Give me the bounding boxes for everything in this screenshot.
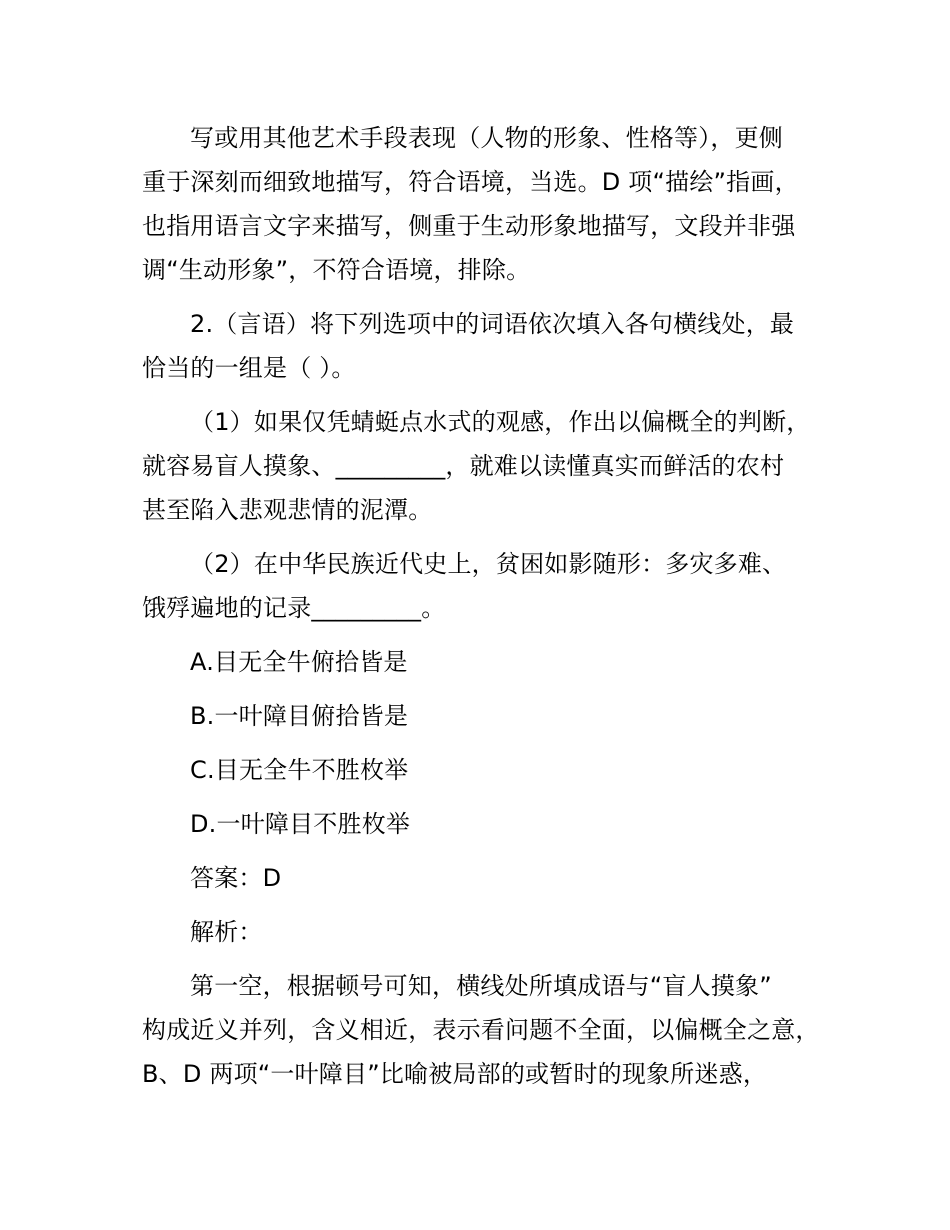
text-line: 恰当的一组是（ ）。	[142, 354, 356, 382]
text-line: 调“生动形象”，不符合语境，排除。	[142, 256, 531, 284]
text-line: 饿殍遍地的记录_________。	[142, 594, 446, 622]
text-line: 重于深刻而细致地描写，符合语境，当选。D 项“描绘”指画，	[142, 168, 799, 196]
sentence-1	[142, 400, 842, 532]
document-page	[142, 116, 842, 1096]
option-c: C.目无全牛不胜枚举	[190, 756, 409, 784]
text-line: 就容易盲人摸象、_________，就难以读懂真实而鲜活的农村	[142, 452, 785, 480]
text-line: B、D 两项“一叶障目”比喻被局部的或暂时的现象所迷惑，	[142, 1060, 768, 1088]
text-line: 也指用语言文字来描写，侧重于生动形象地描写，文段并非强	[142, 212, 796, 240]
option-d: D.一叶障目不胜枚举	[190, 810, 411, 838]
text-line: 第一空，根据顿号可知，横线处所填成语与“盲人摸象”	[190, 972, 772, 1000]
analysis-paragraph	[142, 964, 842, 1096]
sentence-2	[142, 542, 842, 630]
answer-line: 答案：D	[190, 864, 282, 892]
text-line: （2）在中华民族近代史上，贫困如影随形：多灾多难、	[190, 550, 787, 578]
paragraph-explanation-continued	[142, 116, 842, 292]
option-a: A.目无全牛俯拾皆是	[190, 648, 408, 676]
text-line: 构成近义并列，含义相近，表示看问题不全面，以偏概全之意，	[142, 1016, 820, 1044]
text-line: 甚至陷入悲观悲情的泥潭。	[142, 496, 433, 524]
question-stem	[142, 302, 842, 390]
text-line: （1）如果仅凭蜻蜓点水式的观感，作出以偏概全的判断，	[190, 408, 811, 436]
option-list	[142, 640, 842, 846]
text-line: 2.（言语）将下列选项中的词语依次填入各句横线处，最	[190, 310, 795, 338]
analysis-label: 解析：	[190, 918, 263, 946]
text-line: 写或用其他艺术手段表现（人物的形象、性格等），更侧	[190, 124, 783, 152]
option-b: B.一叶障目俯拾皆是	[190, 702, 409, 730]
